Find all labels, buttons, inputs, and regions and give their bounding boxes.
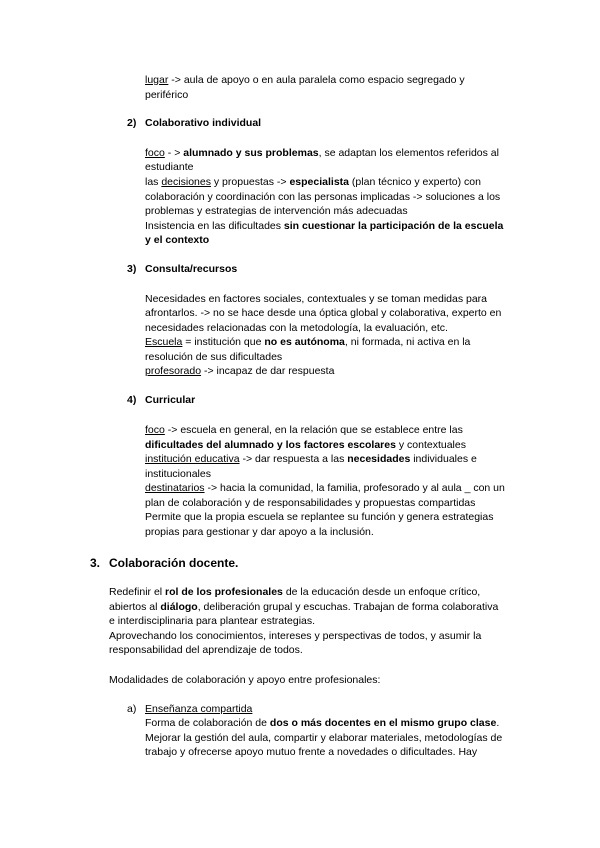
text-line: institucionales (145, 468, 211, 480)
subsection-title: Enseñanza compartida (145, 703, 253, 715)
text-line: Modalidades de colaboración y apoyo entre profesionales: (109, 674, 381, 686)
page-heading: Colaboración docente. (109, 556, 239, 570)
text-line: e interdisciplinaria para plantear estrategias. (109, 615, 316, 627)
text-line: problemas y estrategias de intervención más adecuadas (145, 205, 408, 217)
text-line: foco - > alumnado y sus problemas, se adaptan los elementos referidos al (145, 147, 499, 159)
text-line: profesorado -> incapaz de dar respuesta (145, 365, 335, 377)
text-line: necesidades relacionadas con la metodología, la evaluación, etc. (145, 322, 448, 334)
text-line: propias para gestionar y dar apoyo a la inclusión. (145, 526, 374, 538)
text-line: afrontarlos. -> no se hace desde una óptica global y colaborativa, experto en (145, 307, 502, 319)
section-heading: Consulta/recursos (145, 263, 238, 275)
text-line: trabajo y ofrecerse apoyo mutuo frente a novedades o dificultades. Hay (145, 746, 478, 758)
text-line: colaboración y coordinación con las personas implicadas -> soluciones a los (145, 191, 501, 203)
text-line: Mejorar la gestión del aula, compartir y elaborar materiales, metodologías de (145, 732, 503, 744)
list-number: 3) (127, 263, 137, 275)
text-line: estudiante (145, 161, 194, 173)
text-line: abiertos al diálogo, deliberación grupal y escuchas. Trabajan de forma colaborativa (109, 601, 499, 613)
text-line: Escuela = institución que no es autónoma, ni formada, ni activa en la (145, 336, 471, 348)
list-number: 2) (127, 117, 137, 129)
text-line: Redefinir el rol de los profesionales de la educación desde un enfoque crítico, (109, 586, 481, 598)
text-line: las decisiones y propuestas -> especialista (plan técnico y experto) con (145, 176, 481, 188)
text-line: foco -> escuela en general, en la relación que se establece entre las (145, 424, 463, 436)
text-line: lugar -> aula de apoyo o en aula paralela como espacio segregado y (145, 74, 465, 86)
text-line: Insistencia en las dificultades sin cuestionar la participación de la escuela (145, 220, 504, 232)
heading-number: 3. (90, 556, 101, 570)
section-heading: Colaborativo individual (145, 117, 262, 129)
text-line: Permite que la propia escuela se replantee su función y genera estrategias (145, 511, 494, 523)
text-line: plan de colaboración y de responsabilidades y propuestas compartidas (145, 497, 476, 509)
text-line: Aprovechando los conocimientos, intereses y perspectivas de todos, y asumir la (109, 630, 482, 642)
text-line: resolución de sus dificultades (145, 351, 283, 363)
text-line: y el contexto (145, 234, 210, 246)
section-heading: Curricular (145, 394, 196, 406)
text-line: Necesidades en factores sociales, contextuales y se toman medidas para (145, 293, 488, 305)
text-line: periférico (145, 89, 189, 101)
text-line: institución educativa -> dar respuesta a las necesidades individuales e (145, 453, 477, 465)
text-line: dificultades del alumnado y los factores escolares y contextuales (145, 439, 466, 451)
text-line: responsabilidad del aprendizaje de todos. (109, 644, 303, 656)
list-number: 4) (127, 394, 137, 406)
text-line: Forma de colaboración de dos o más docentes en el mismo grupo clase. (145, 717, 500, 729)
text-line: destinatarios -> hacia la comunidad, la familia, profesorado y al aula _ con un (145, 482, 505, 494)
list-letter: a) (127, 703, 137, 715)
